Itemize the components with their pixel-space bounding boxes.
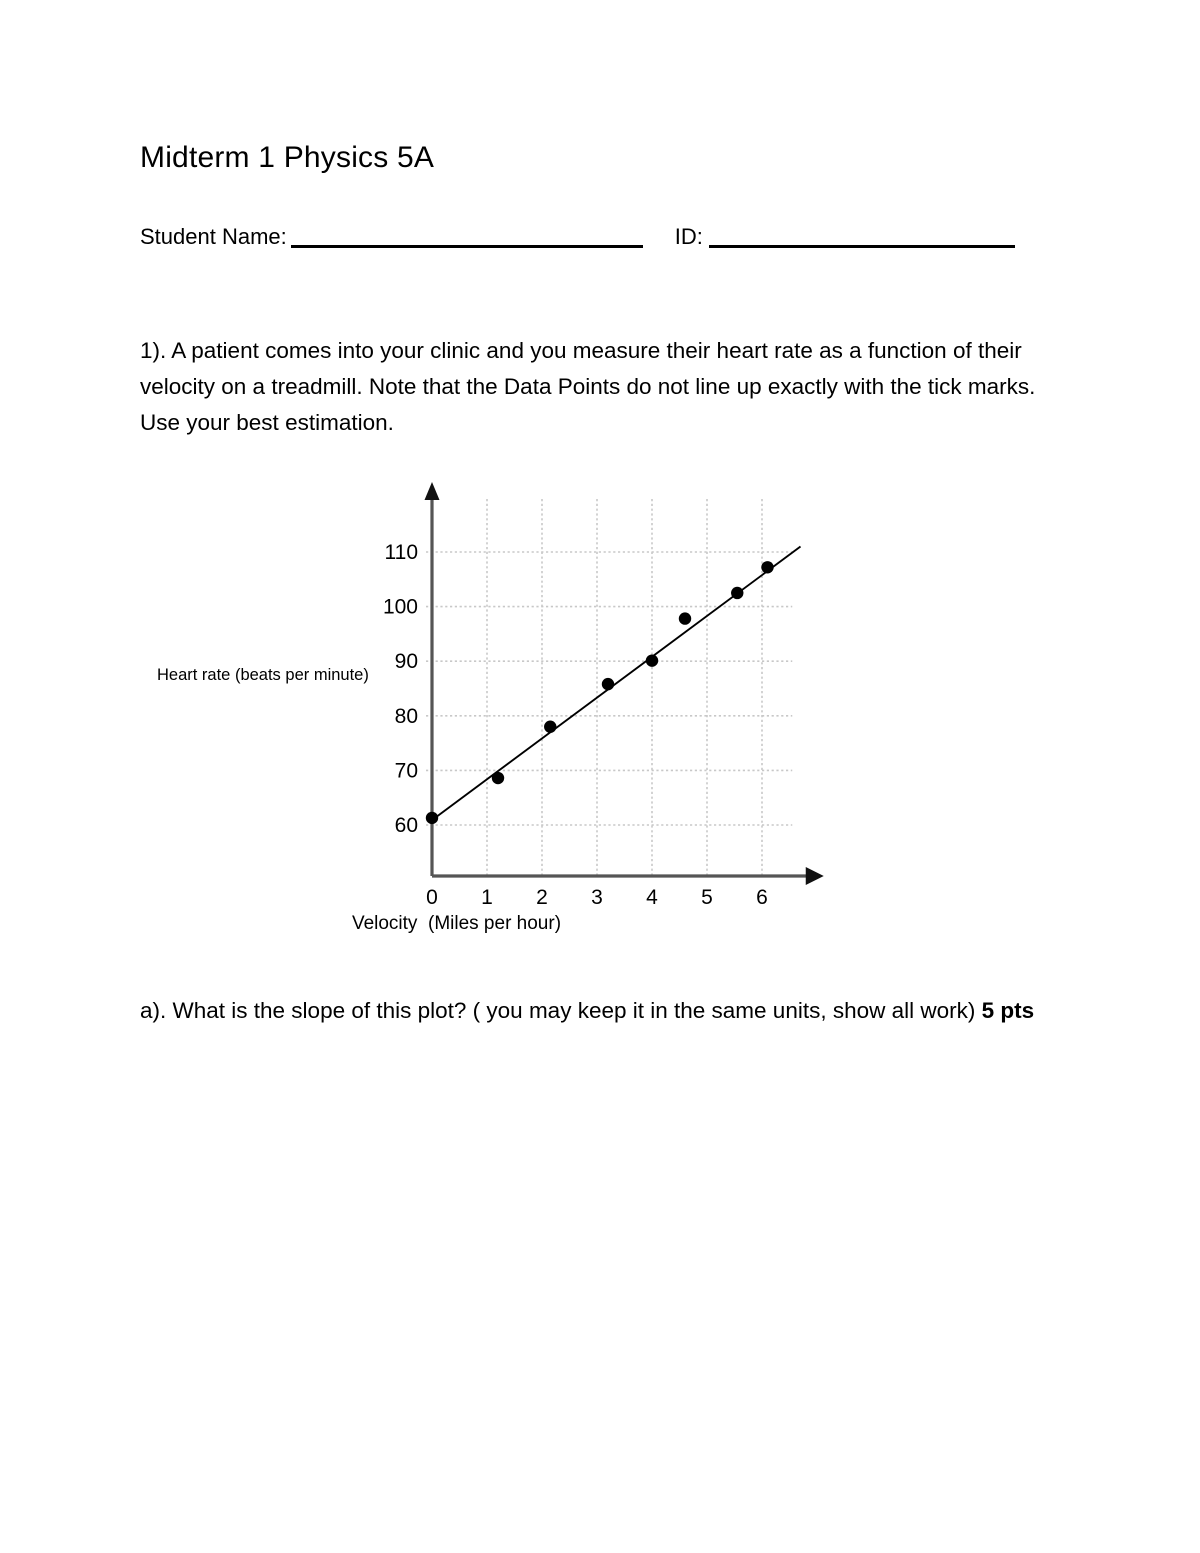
chart-y-tick-label: 100: [382, 595, 418, 619]
chart-y-tick-label: 70: [394, 759, 418, 783]
page-title: Midterm 1 Physics 5A: [140, 141, 435, 174]
chart-x-tick-label: 0: [426, 886, 438, 909]
chart-data-point: [544, 721, 556, 733]
chart-y-tick-labels: [383, 541, 418, 837]
question-1a-block: [140, 993, 1075, 1029]
chart-x-tick-labels: [426, 886, 768, 909]
chart-data-points: [426, 561, 774, 824]
student-name-label: Student Name:: [140, 224, 287, 249]
question-1a-text: a). What is the slope of this plot? ( you may keep it in the same units, show all work): [140, 998, 982, 1023]
student-id-label: ID:: [674, 224, 703, 249]
chart-data-point: [602, 678, 614, 690]
chart-y-tick-label: 80: [394, 704, 418, 728]
chart-data-point: [761, 561, 773, 573]
chart-x-tick-label: 5: [701, 886, 713, 909]
student-name-input[interactable]: [291, 245, 643, 248]
chart-data-point: [426, 812, 438, 824]
question-1-text: 1). A patient comes into your clinic and you measure their heart rate as a function of their velocity on a treadmill. Note that the Data Points do not line up exactly with the tick marks. Use your best estimation.: [140, 338, 1036, 435]
chart-data-point: [646, 654, 658, 666]
chart-y-tick-label: 60: [394, 814, 418, 837]
student-id-input[interactable]: [709, 245, 1015, 248]
chart-x-tick-label: 4: [646, 886, 658, 909]
question-1a-points: 5 pts: [981, 998, 1035, 1023]
chart-y-tick-label: 110: [384, 541, 418, 564]
chart-x-axis-label: Velocity (Miles per hour): [351, 913, 562, 934]
chart-x-tick-label: 3: [591, 886, 603, 909]
chart-y-tick-label: 90: [394, 650, 418, 674]
chart-data-point: [492, 772, 504, 784]
chart-x-tick-label: 2: [536, 886, 548, 909]
heart-rate-vs-velocity-chart: [140, 470, 1070, 950]
chart-x-tick-label: 1: [481, 886, 493, 909]
chart-x-tick-label: 6: [756, 886, 768, 909]
student-identification-row: [140, 224, 1015, 250]
chart-data-point: [731, 587, 743, 599]
chart-plot-svg: [140, 470, 1070, 950]
chart-y-axis-label: Heart rate (beats per minute): [157, 666, 369, 684]
chart-data-point: [679, 612, 691, 624]
